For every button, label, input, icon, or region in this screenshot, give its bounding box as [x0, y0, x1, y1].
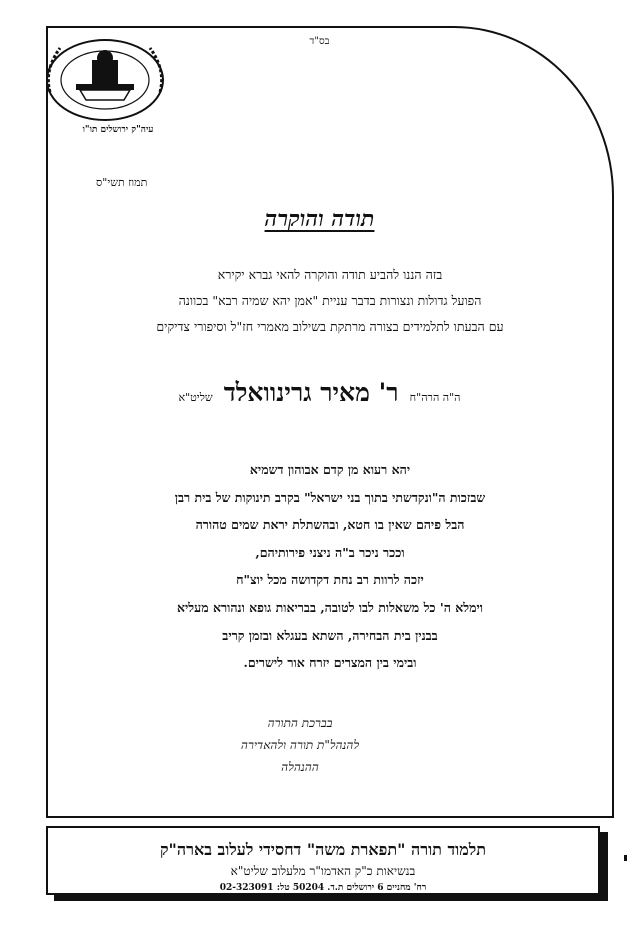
- blessing-line: וימלא ה' כל משאלות לבו לטובה, בבריאות גופא ונהורא מעליא: [177, 599, 483, 615]
- intro-paragraph: [60, 262, 600, 340]
- document-date: תמוז תשי"ס: [96, 176, 148, 189]
- margin-mark: [624, 855, 627, 861]
- intro-line: עם הבעתו לתלמידים בצורה מרתקת בשילוב מאמרי חז"ל וסיפורי צדיקים: [156, 319, 504, 334]
- footer-patronage: בנשיאות כ"ק האדמו"ר מלעלוב שליט"א: [230, 864, 416, 878]
- document-frame: [46, 26, 614, 818]
- logo-caption: עיה"ק ירושלים תו"ו: [82, 125, 154, 135]
- blessing-line: שבזכות ה"ונקדשתי בתוך בני ישראל" בקרב תינוקות של בית רבן: [174, 489, 486, 505]
- signature-line: להנהל"ת תורה ולהאדירה: [240, 738, 360, 752]
- honoree-prefix: ה"ה הרה"ח: [409, 391, 461, 404]
- letterhead-footer: [46, 826, 600, 895]
- blessing-line: יזכה לרוות רב נחת דקדושה מכל יוצ"ח: [236, 572, 424, 588]
- blessing-line: יהא רעוא מן קדם אבוהון דשמיא: [249, 462, 411, 477]
- blessing-line: ובימי בין המצרים יזרח אור לישרים.: [243, 655, 417, 671]
- blessing-line: הבל פיהם שאין בו חטא, ובהשתלת יראת שמים טהורה: [195, 517, 465, 533]
- intro-line: הפועל גדולות ונצורות בדבר עניית "אמן יהא שמיה רבא" בכוונה: [178, 293, 482, 308]
- bsd-header: בס"ד: [309, 36, 330, 47]
- institution-logo-seal: [40, 30, 170, 130]
- signature-line: ההנהלה: [281, 760, 319, 774]
- blessing-line: וככר ניכר ב"ה ניצני פירותיהם,: [255, 544, 405, 560]
- signature-block: [0, 712, 600, 778]
- footer-institution-name: תלמוד תורה "תפארת משה" דחסידי לעלוב בארה"ק: [159, 840, 486, 859]
- honoree-suffix: שליט"א: [178, 391, 213, 404]
- signature-line: בברכת התורה: [267, 716, 333, 730]
- honoree-name: ר' מאיר גרינוואלד: [223, 378, 399, 407]
- blessing-paragraph: [60, 456, 600, 677]
- page-title: תודה והוקרה: [264, 206, 375, 232]
- intro-line: בזה הננו להביע תודה והוקרה להאי גברא יקירא: [217, 267, 443, 282]
- footer-address: רח' מחניים 6 ירושלים ת.ד. 50204 טל: 02-323091: [219, 883, 427, 893]
- blessing-line: בבנין בית הבחירה, השתא בעגלא ובזמן קריב: [222, 627, 438, 643]
- honoree-line: [0, 378, 639, 408]
